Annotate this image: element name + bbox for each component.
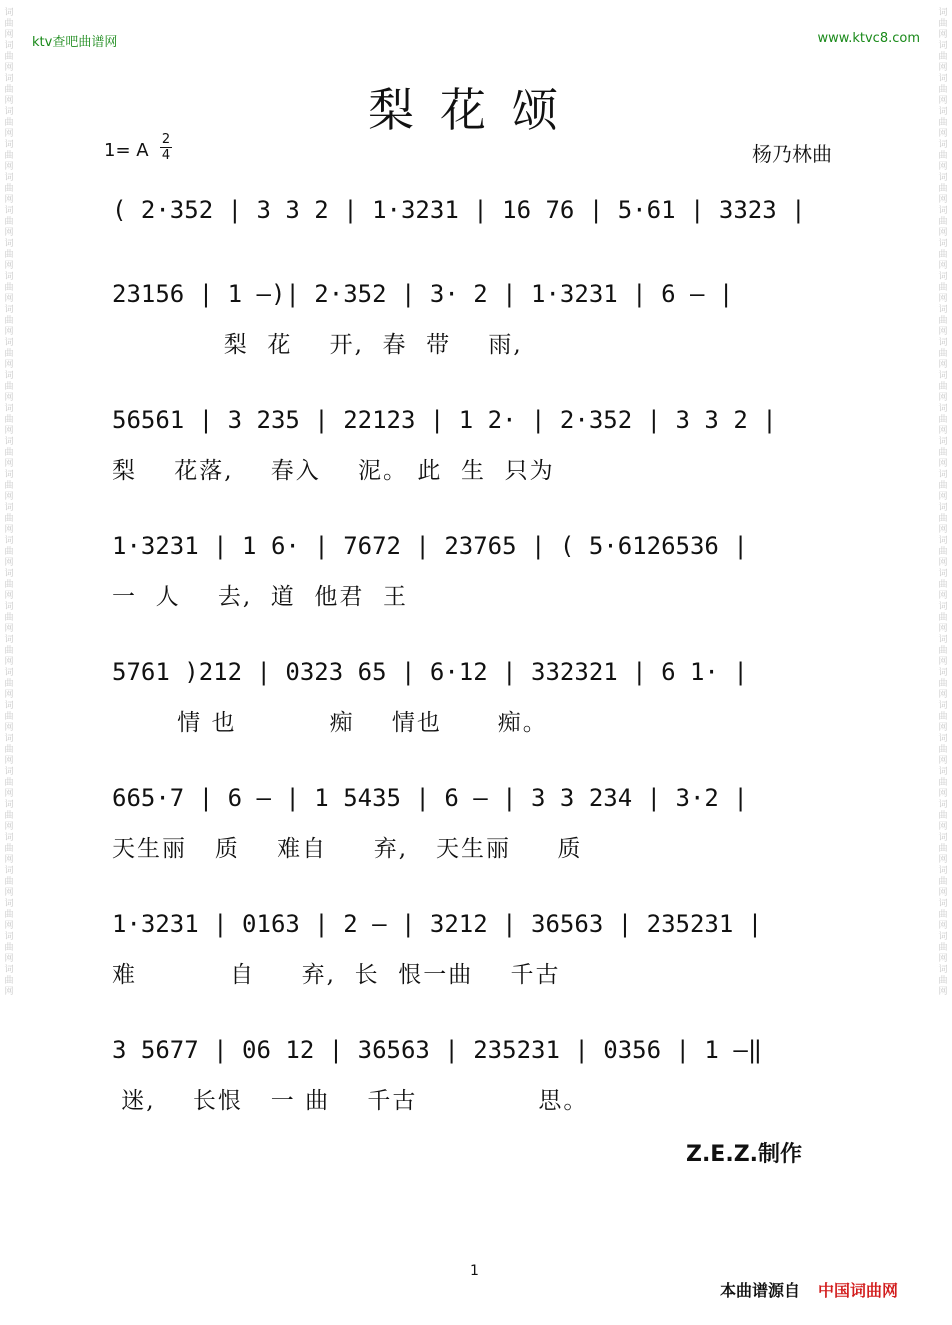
page-title: 梨花颂 — [368, 83, 584, 137]
score-lyrics: 一 人 去, 道 他君 王 — [112, 584, 409, 610]
score-lyrics: 天生丽 质 难自 弃, 天生丽 质 — [112, 836, 583, 862]
score-lyrics: 梨 花落, 春入 泥。 此 生 只为 — [112, 458, 555, 484]
score-notes: 56561 | 3 235 | 22123 | 1 2· | 2·352 | 3 3 2 | — [112, 406, 777, 434]
time-signature-top: 2 — [161, 132, 171, 147]
time-signature-bottom: 4 — [161, 148, 171, 163]
header-left-site[interactable]: ktv查吧曲谱网 — [32, 35, 118, 50]
score-notes: 665·7 | 6 – | 1 5435 | 6 – | 3 3 234 | 3·2 | — [112, 784, 748, 812]
watermark-right: 词曲网词曲网词曲网词曲网词曲网词曲网词曲网词曲网词曲网词曲网词曲网词曲网词曲网词曲网词曲网词曲网词曲网词曲网词曲网词曲网词曲网词曲网词曲网词曲网词曲网词曲网词曲网词曲网词曲网词曲网 — [938, 8, 948, 997]
source-prefix: 本曲谱源自 — [720, 1281, 801, 1300]
score-notes: 1·3231 | 1 6· | 7672 | 23765 | ( 5·6126536 | — [112, 532, 748, 560]
score-lyrics: 情 也 痴 情也 痴。 — [112, 710, 548, 736]
source-footer — [720, 1278, 898, 1301]
score-notes: 1·3231 | 0163 | 2 – | 3212 | 36563 | 235231 | — [112, 910, 763, 938]
score-notes: 5761 )212 | 0323 65 | 6·12 | 332321 | 6 1· | — [112, 658, 748, 686]
score-lyrics: 迷, 长恨 一 曲 千古 思。 — [112, 1088, 589, 1114]
watermark-left: 词曲网词曲网词曲网词曲网词曲网词曲网词曲网词曲网词曲网词曲网词曲网词曲网词曲网词曲网词曲网词曲网词曲网词曲网词曲网词曲网词曲网词曲网词曲网词曲网词曲网词曲网词曲网词曲网词曲网词曲网 — [4, 8, 14, 997]
score-notes: 23156 | 1 –)| 2·352 | 3· 2 | 1·3231 | 6 – | — [112, 280, 734, 308]
score-notes: ( 2·352 | 3 3 2 | 1·3231 | 16 76 | 5·61 | 3323 | — [112, 196, 806, 224]
score-notes: 3 5677 | 06 12 | 36563 | 235231 | 0356 | 1 –‖ — [112, 1036, 763, 1064]
arranger-credit: Z.E.Z.制作 — [686, 1142, 803, 1167]
key-signature: 1= A — [104, 140, 149, 161]
time-signature — [160, 132, 172, 163]
header-right-site[interactable]: www.ktvc8.com — [817, 31, 920, 46]
composer: 杨乃林曲 — [752, 142, 832, 166]
score-lyrics: 梨 花 开, 春 带 雨, — [112, 332, 523, 358]
page-number: 1 — [470, 1263, 479, 1279]
source-brand[interactable]: 中国词曲网 — [818, 1281, 899, 1300]
score-lyrics: 难 自 弃, 长 恨一曲 千古 — [112, 962, 561, 988]
